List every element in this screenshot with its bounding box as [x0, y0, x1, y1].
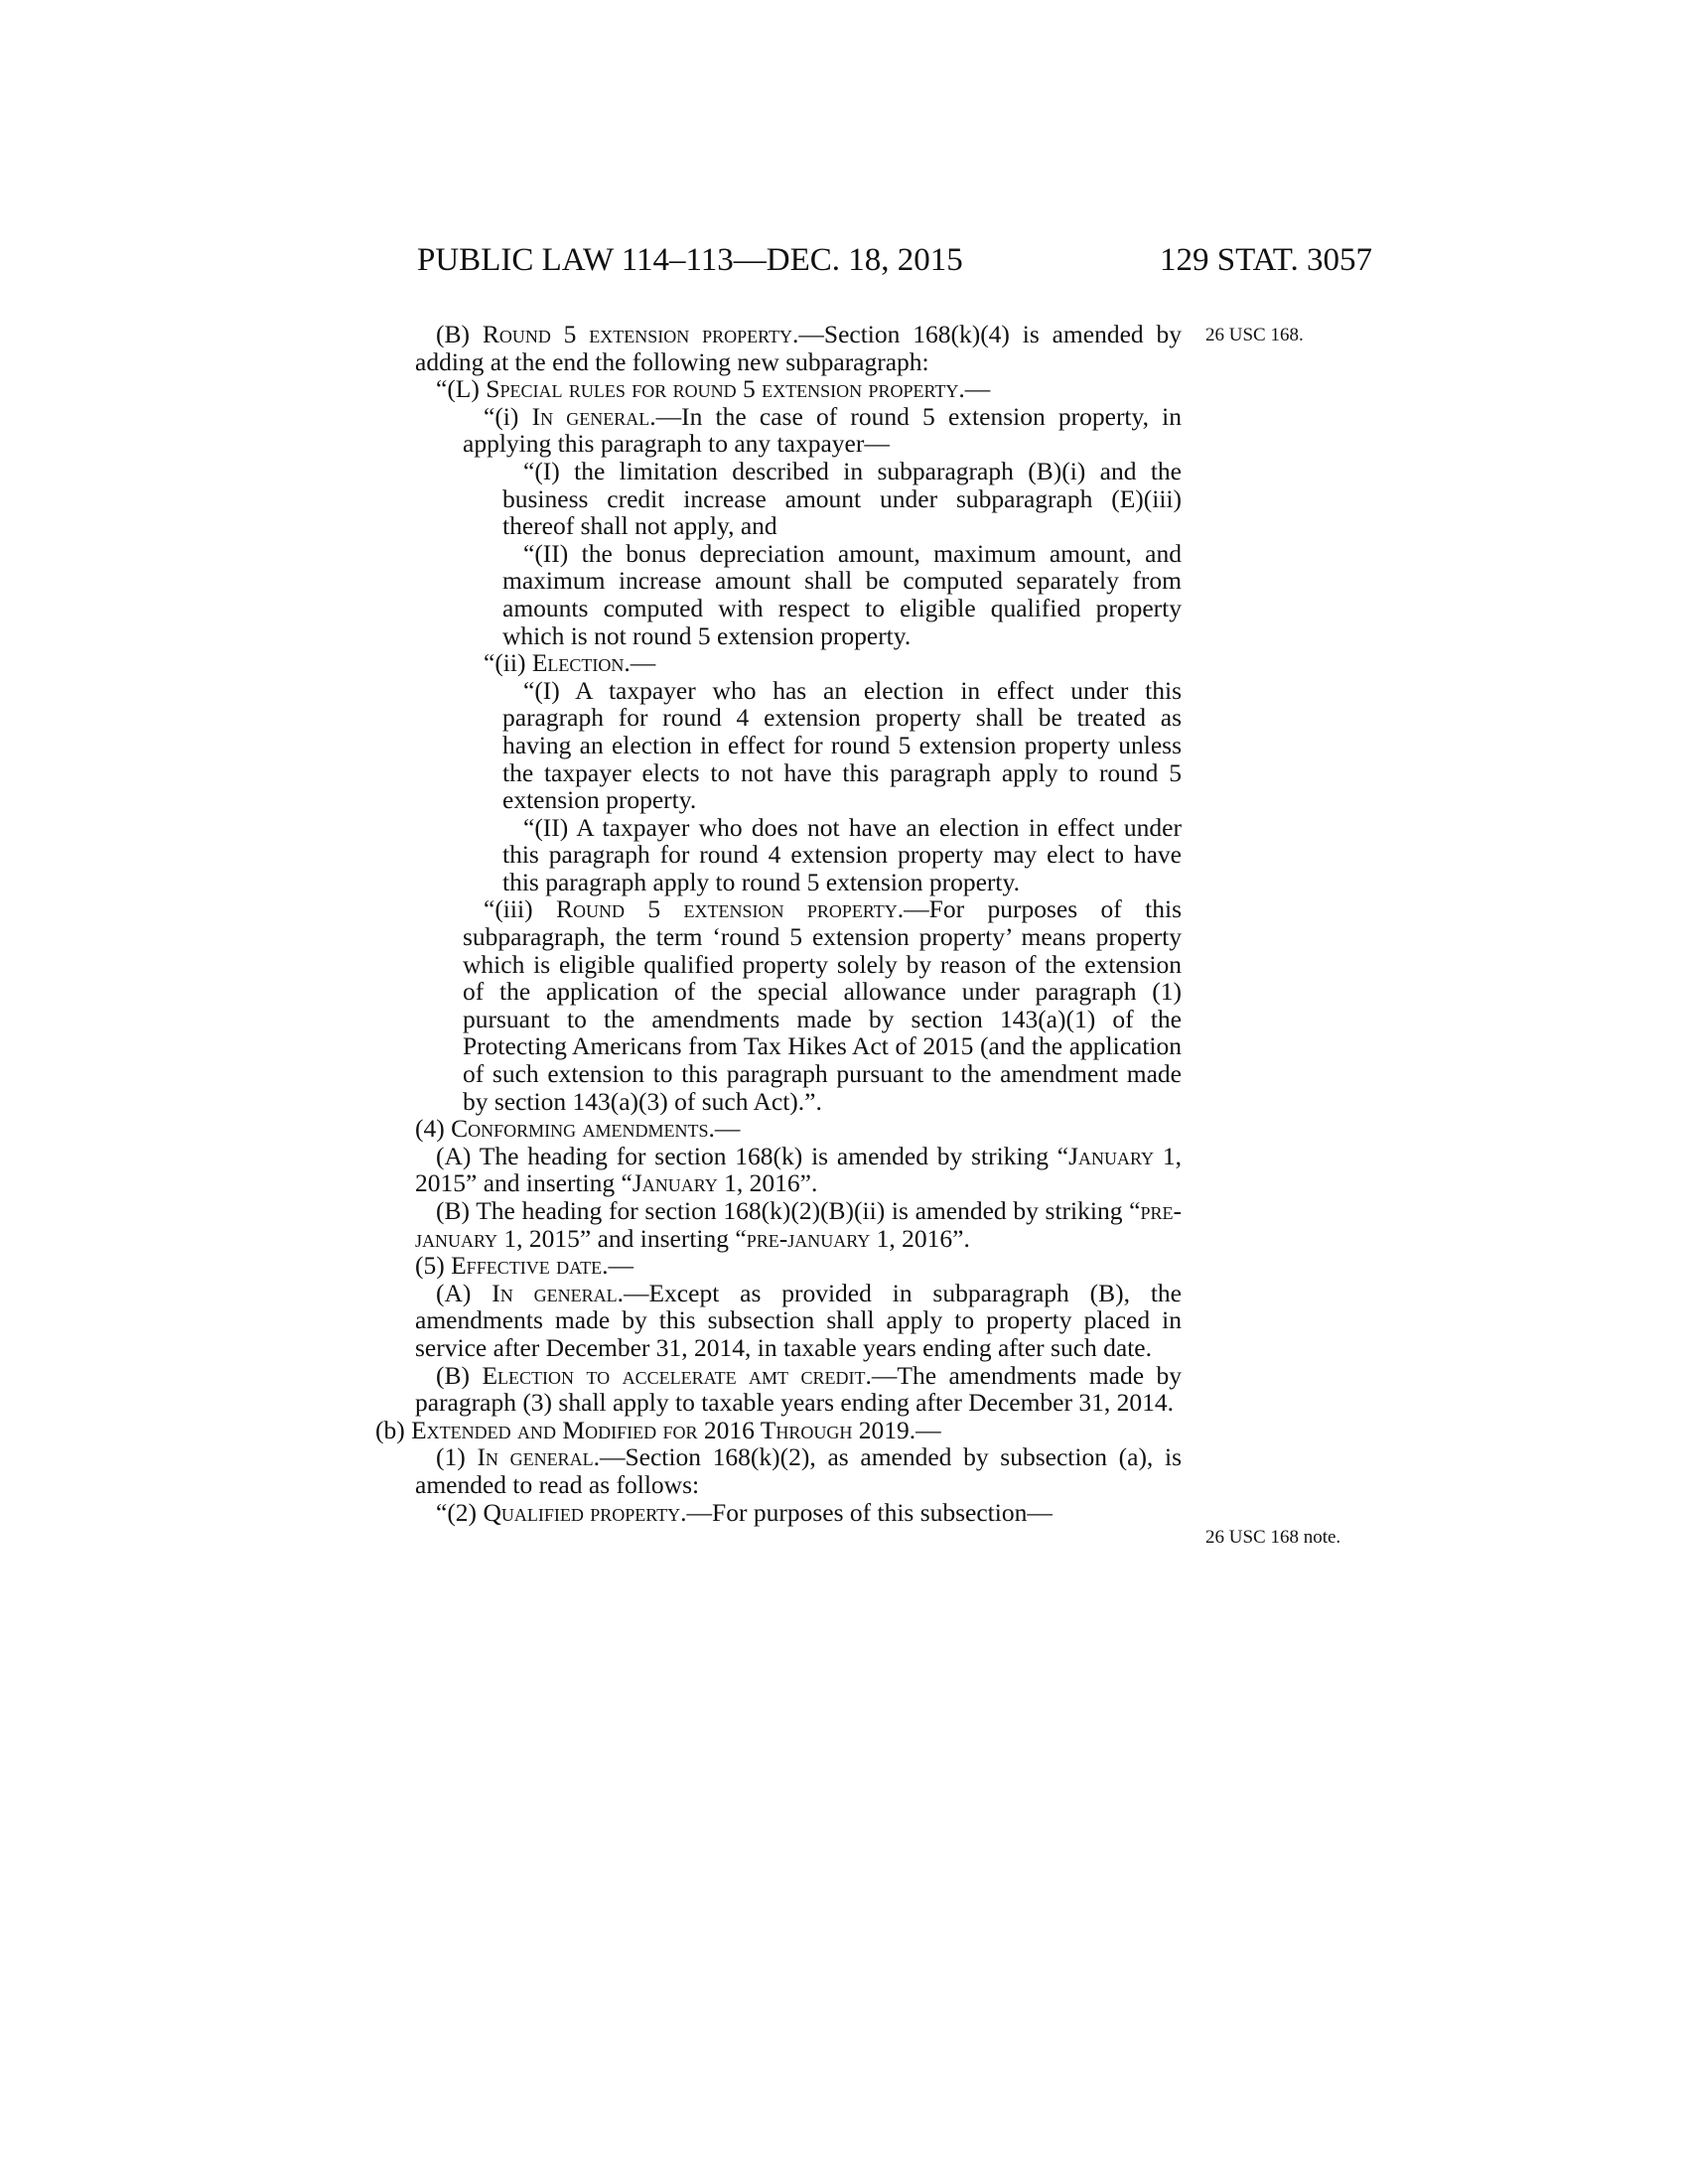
margin-note-usc-168-note: 26 USC 168 note.: [1205, 1527, 1341, 1548]
para-2-qualified-property: “(2) Qualified property.—For purposes of this subsection—: [436, 1497, 1053, 1527]
para-ii-election: “(ii) Election.—: [484, 648, 656, 678]
para-i-II-bonus: “(II) the bonus depreciation amount, maximum amount, and maximum increase amount shall be computed separately from amounts computed with respect to eligible qualified property which is not round 5 extension property.: [502, 538, 1182, 650]
page-number: 129 STAT. 3057: [1160, 242, 1373, 278]
para-5-a-in-general: (A) In general.—Except as provided in subparagraph (B), the amendments made by this subsection shall apply to property placed in service after December 31, 2014, in taxable years ending after such date.: [415, 1278, 1183, 1362]
para-4-a-heading: (A) The heading for section 168(k) is amended by striking “January 1, 2015” and inserting “January 1, 2016”.: [415, 1141, 1182, 1198]
para-l-special-rules: “(L) Special rules for round 5 extension property.—: [436, 374, 991, 404]
para-i-I-limitation: “(I) the limitation described in subparagraph (B)(i) and the business credit increase amount under subparagraph (E)(iii) thereof shall not apply, and: [502, 456, 1182, 541]
para-5-effective-date: (5) Effective date.—: [415, 1251, 633, 1281]
para-4-conforming: (4) Conforming amendments.—: [415, 1114, 741, 1144]
para-5-b-election-amt: (B) Election to accelerate amt credit.—The amendments made by paragraph (3) shall apply to taxable years ending after December 31, 2014.: [415, 1360, 1182, 1418]
statute-body: [375, 320, 1183, 1527]
running-header-title: PUBLIC LAW 114–113—DEC. 18, 2015: [417, 242, 963, 278]
para-ii-II-taxpayer-no-election: “(II) A taxpayer who does not have an election in effect under this paragraph for round 4 extension property may elect to have this paragraph apply to round 5 extension property.: [502, 812, 1182, 896]
margin-note-usc-168: 26 USC 168.: [1205, 325, 1304, 345]
para-b-1-in-general: (1) In general.—Section 168(k)(2), as amended by subsection (a), is amended to read as follows:: [415, 1442, 1183, 1499]
para-iii-definition: “(iii) Round 5 extension property.—For purposes of this subparagraph, the term ‘round 5 extension property’ means property which is eligible qualified property solely by reason of the extension of the application of the special allowance under paragraph (1) pursuant to the amendments made by section 143(a)(1) of the Protecting Americans from Tax Hikes Act of 2015 (and the application of such extension to this paragraph pursuant to the amendment made by section 143(a)(3) of such Act).”.: [463, 894, 1182, 1116]
para-b-extended: (b) Extended and Modified for 2016 Through 2019.—: [375, 1415, 941, 1444]
para-4-b-heading: (B) The heading for section 168(k)(2)(B)(ii) is amended by striking “pre-january 1, 2015” and inserting “pre-january 1, 2016”.: [415, 1196, 1182, 1253]
para-b-round5: (B) Round 5 extension property.—Section 168(k)(4) is amended by adding at the end the following new subparagraph:: [415, 320, 1182, 376]
para-i-in-general: “(i) In general.—In the case of round 5 extension property, in applying this paragraph to any taxpayer—: [463, 401, 1183, 459]
para-ii-I-taxpayer-has-election: “(I) A taxpayer who has an election in effect under this paragraph for round 4 extension property shall be treated as having an election in effect for round 5 extension property unless the taxpayer elects to not have this paragraph apply to round 5 extension property.: [502, 675, 1182, 815]
